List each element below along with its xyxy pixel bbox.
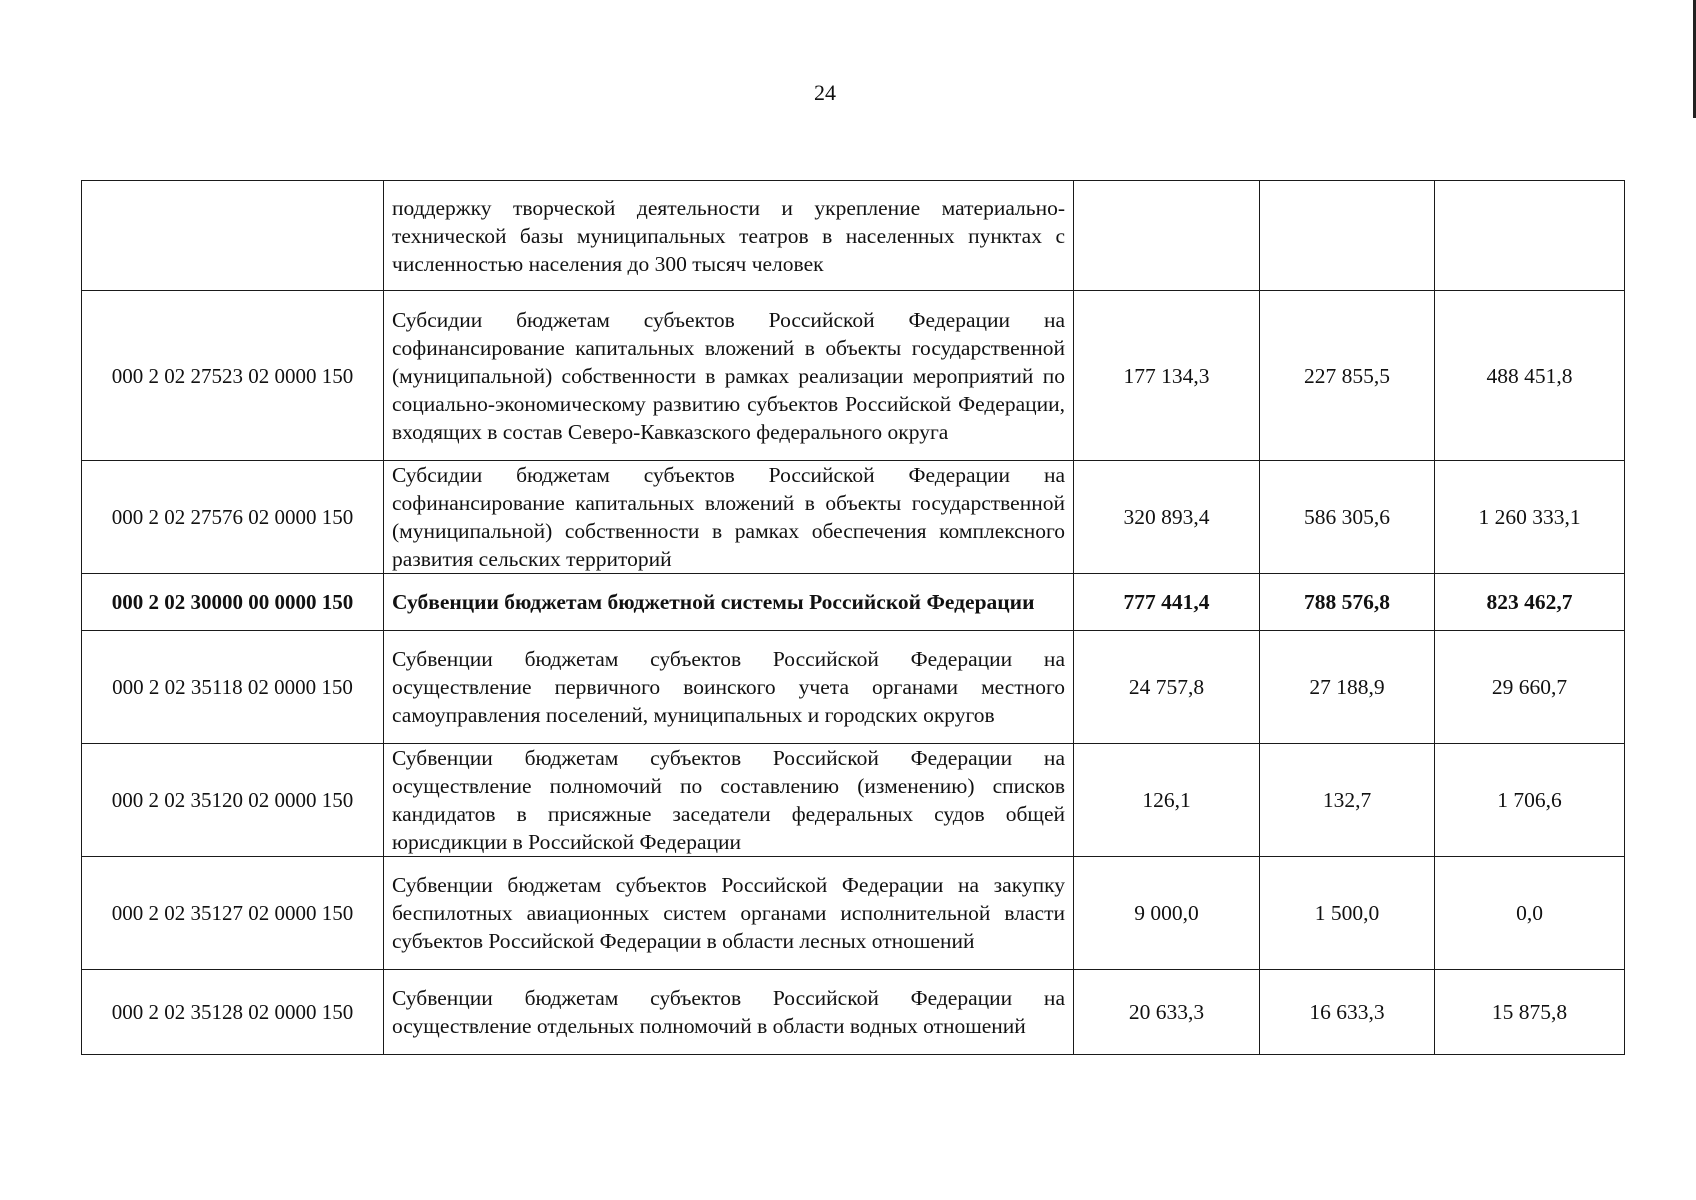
value-year2-cell: 1 500,0 xyxy=(1260,857,1435,970)
value-year3-cell: 1 260 333,1 xyxy=(1435,461,1625,574)
value-year1-cell: 9 000,0 xyxy=(1074,857,1260,970)
value-year3-cell xyxy=(1435,181,1625,291)
table-row xyxy=(82,574,1625,631)
value-year3-cell: 15 875,8 xyxy=(1435,970,1625,1055)
table-row xyxy=(82,631,1625,744)
value-year1-cell: 320 893,4 xyxy=(1074,461,1260,574)
budget-code-cell: 000 2 02 27523 02 0000 150 xyxy=(82,291,384,461)
value-year1-cell: 177 134,3 xyxy=(1074,291,1260,461)
description-cell: Субвенции бюджетам субъектов Российской Федерации на закупку беспилотных авиационных систем органами исполнительной власти субъектов Российской Федерации в области лесных отношений xyxy=(384,857,1074,970)
budget-code-cell: 000 2 02 27576 02 0000 150 xyxy=(82,461,384,574)
table-row xyxy=(82,291,1625,461)
budget-code-cell: 000 2 02 35120 02 0000 150 xyxy=(82,744,384,857)
description-cell: Субвенции бюджетам субъектов Российской Федерации на осуществление отдельных полномочий в области водных отношений xyxy=(384,970,1074,1055)
table-row xyxy=(82,857,1625,970)
value-year1-cell: 20 633,3 xyxy=(1074,970,1260,1055)
value-year3-cell: 1 706,6 xyxy=(1435,744,1625,857)
table-row xyxy=(82,461,1625,574)
budget-code-cell: 000 2 02 35128 02 0000 150 xyxy=(82,970,384,1055)
value-year2-cell: 132,7 xyxy=(1260,744,1435,857)
value-year2-cell: 27 188,9 xyxy=(1260,631,1435,744)
page-number: 24 xyxy=(814,80,836,105)
value-year3-cell: 488 451,8 xyxy=(1435,291,1625,461)
description-cell: Субсидии бюджетам субъектов Российской Федерации на софинансирование капитальных вложений в объекты государственной (муниципальной) собственности в рамках обеспечения комплексного развития сельских территорий xyxy=(384,461,1074,574)
table-row xyxy=(82,744,1625,857)
description-cell: Субвенции бюджетам бюджетной системы Российской Федерации xyxy=(384,574,1074,631)
budget-code-cell: 000 2 02 35118 02 0000 150 xyxy=(82,631,384,744)
value-year2-cell xyxy=(1260,181,1435,291)
value-year2-cell: 227 855,5 xyxy=(1260,291,1435,461)
table-row xyxy=(82,970,1625,1055)
value-year1-cell: 777 441,4 xyxy=(1074,574,1260,631)
value-year2-cell: 586 305,6 xyxy=(1260,461,1435,574)
description-cell: Субсидии бюджетам субъектов Российской Федерации на софинансирование капитальных вложений в объекты государственной (муниципальной) собственности в рамках реализации мероприятий по социально-экономическому развитию субъектов Российской Федерации, входящих в состав Северо-Кавказского федерального округа xyxy=(384,291,1074,461)
budget-code-cell xyxy=(82,181,384,291)
value-year3-cell: 0,0 xyxy=(1435,857,1625,970)
value-year2-cell: 788 576,8 xyxy=(1260,574,1435,631)
description-cell: поддержку творческой деятельности и укрепление материально-технической базы муниципальных театров в населенных пунктах с численностью населения до 300 тысяч человек xyxy=(384,181,1074,291)
value-year1-cell: 126,1 xyxy=(1074,744,1260,857)
value-year2-cell: 16 633,3 xyxy=(1260,970,1435,1055)
budget-code-cell: 000 2 02 30000 00 0000 150 xyxy=(82,574,384,631)
value-year1-cell: 24 757,8 xyxy=(1074,631,1260,744)
value-year1-cell xyxy=(1074,181,1260,291)
value-year3-cell: 29 660,7 xyxy=(1435,631,1625,744)
value-year3-cell: 823 462,7 xyxy=(1435,574,1625,631)
description-cell: Субвенции бюджетам субъектов Российской Федерации на осуществление первичного воинского учета органами местного самоуправления поселений, муниципальных и городских округов xyxy=(384,631,1074,744)
description-cell: Субвенции бюджетам субъектов Российской Федерации на осуществление полномочий по составлению (изменению) списков кандидатов в присяжные заседатели федеральных судов общей юрисдикции в Российской Федерации xyxy=(384,744,1074,857)
table-row xyxy=(82,181,1625,291)
budget-code-cell: 000 2 02 35127 02 0000 150 xyxy=(82,857,384,970)
budget-table xyxy=(81,180,1625,1055)
